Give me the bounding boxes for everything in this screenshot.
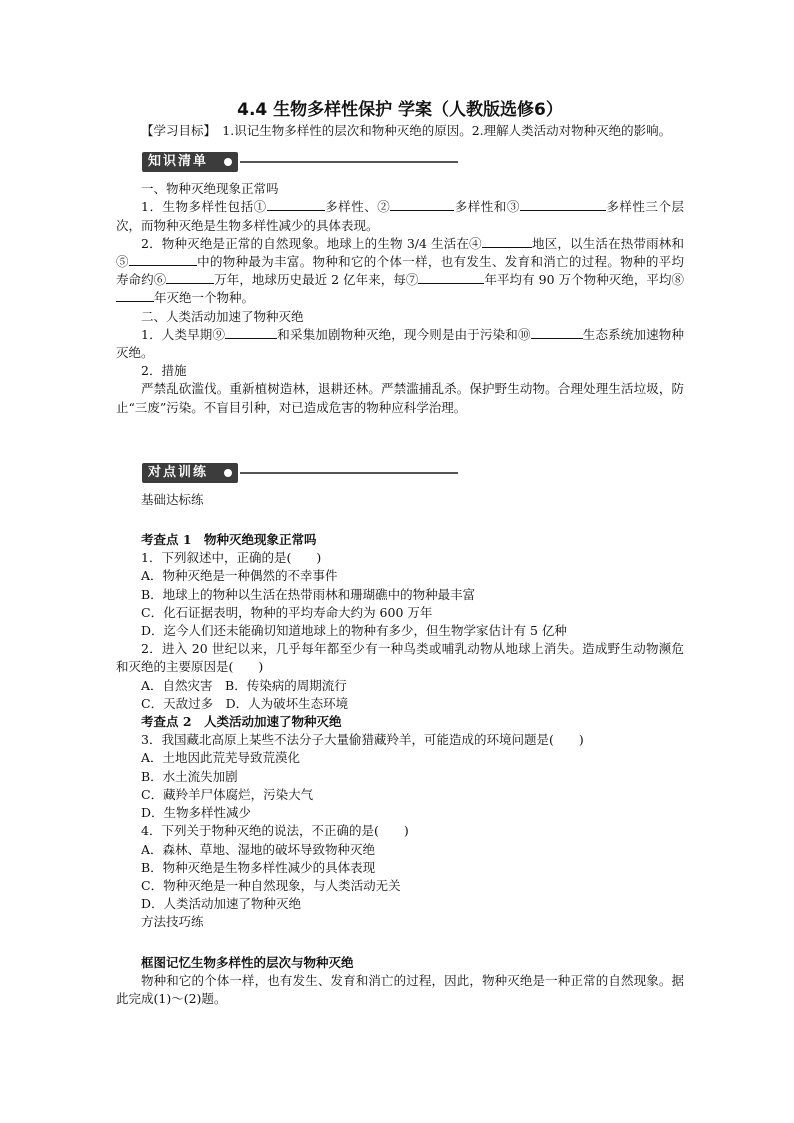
q1-option-a[interactable]: A．物种灭绝是一种偶然的不幸事件 <box>141 568 338 584</box>
blank-10[interactable] <box>531 326 583 339</box>
q1-option-d[interactable]: D．迄今人们还未能确切知道地球上的物种有多少，但生物学家估计有 5 亿种 <box>141 623 567 639</box>
question-2: 2．进入 20 世纪以来，几乎每年都至少有一种鸟类或哺乳动物从地球上消失。造成野生动物濒危和灭绝的主要原因是( ) <box>116 641 684 675</box>
para-extinction-normal: 2．物种灭绝是正常的自然现象。地球上的生物 3/4 生活在④ 地区，以生活在热带雨林和⑤ 中的物种最为丰富。物种和它的个体一样，也有发生、发育和消亡的过程。物种的平均寿命约⑥ 万年，地球历史最近 2 亿年来，每⑦ 年平均有 90 万个物种灭绝，平均⑧年灭绝一个物种。 <box>116 235 684 306</box>
q1-option-c[interactable]: C．化石证据表明，物种的平均寿命大约为 600 万年 <box>141 604 433 620</box>
q3-option-d[interactable]: D．生物多样性减少 <box>141 805 252 821</box>
bullet-dot-icon <box>224 469 232 477</box>
knowledge-list-badge: 知识清单 <box>142 152 238 172</box>
worksheet-page <box>116 98 684 1008</box>
method-practice-label: 方法技巧练 <box>141 914 204 930</box>
heading-one: 一、物种灭绝现象正常吗 <box>141 181 279 197</box>
q4-option-b[interactable]: B．物种灭绝是生物多样性减少的具体表现 <box>141 859 376 875</box>
exam-point-2: 考查点 2 人类活动加速了物种灭绝 <box>141 714 342 730</box>
section-divider <box>240 161 458 163</box>
framework-memory-heading: 框图记忆生物多样性的层次与物种灭绝 <box>141 954 354 970</box>
q2-options-cd[interactable]: C．天敌过多 D．人为破坏生态环境 <box>141 695 349 711</box>
practice-badge: 对点训练 <box>142 463 238 483</box>
section-divider <box>240 472 458 474</box>
blank-1[interactable] <box>267 198 325 211</box>
q2-options-ab[interactable]: A．自然灾害 B．传染病的周期流行 <box>141 677 347 693</box>
q4-option-d[interactable]: D．人类活动加速了物种灭绝 <box>141 896 302 912</box>
q3-option-b[interactable]: B．水土流失加剧 <box>141 768 238 784</box>
blank-9[interactable] <box>225 326 277 339</box>
question-1: 1．下列叙述中，正确的是( ) <box>141 550 322 566</box>
q4-option-c[interactable]: C．物种灭绝是一种自然现象，与人类活动无关 <box>141 877 401 893</box>
blank-6[interactable] <box>166 271 214 284</box>
exam-point-1: 考查点 1 物种灭绝现象正常吗 <box>141 532 317 548</box>
knowledge-list-header <box>142 152 684 174</box>
blank-3[interactable] <box>520 198 606 211</box>
blank-2[interactable] <box>390 198 454 211</box>
learning-objective <box>116 122 684 140</box>
q1-option-b[interactable]: B．地球上的物种以生活在热带雨林和珊瑚礁中的物种最丰富 <box>141 586 476 602</box>
bullet-dot-icon <box>224 158 232 166</box>
page-title: 4.4 生物多样性保护 学案（人教版选修6） <box>237 100 563 120</box>
blank-7[interactable] <box>418 271 484 284</box>
q3-option-a[interactable]: A．土地因此荒芜导致荒漠化 <box>141 750 301 766</box>
question-4: 4．下列关于物种灭绝的说法，不正确的是( ) <box>141 823 409 839</box>
measures-heading: 2．措施 <box>141 363 187 379</box>
objective-text: 1.识记生物多样性的层次和物种灭绝的原因。2.理解人类活动对物种灭绝的影响。 <box>222 123 672 138</box>
measures-text: 严禁乱砍滥伐。重新植树造林，退耕还林。严禁滥捕乱杀。保护野生动物。合理处理生活垃圾，防止“三废”污染。不盲目引种，对已造成危害的物种应科学治理。 <box>116 381 684 415</box>
heading-two: 二、人类活动加速了物种灭绝 <box>141 308 304 324</box>
blank-4[interactable] <box>482 235 532 248</box>
blank-8[interactable] <box>116 289 154 302</box>
blank-5[interactable] <box>129 253 197 266</box>
basic-practice-label: 基础达标练 <box>141 491 204 507</box>
practice-header <box>142 463 684 485</box>
para-human-activity: 1．人类早期⑨ 和采集加剧物种灭绝，现今则是由于污染和⑩ 生态系统加速物种灭绝。 <box>116 326 684 361</box>
para-biodiversity-levels: 1．生物多样性包括① 多样性、② 多样性和③ 多样性三个层次，而物种灭绝是生物多样性减少的具体表现。 <box>116 199 684 233</box>
q4-option-a[interactable]: A．森林、草地、湿地的破坏导致物种灭绝 <box>141 841 376 857</box>
question-3: 3．我国藏北高原上某些不法分子大量偷猎藏羚羊，可能造成的环境问题是( ) <box>141 732 584 748</box>
closing-paragraph: 物种和它的个体一样，也有发生、发育和消亡的过程，因此，物种灭绝是一种正常的自然现象。据此完成(1)～(2)题。 <box>116 972 684 1006</box>
objective-label: 【学习目标】 <box>141 123 210 138</box>
q3-option-c[interactable]: C．藏羚羊尸体腐烂，污染大气 <box>141 786 314 802</box>
